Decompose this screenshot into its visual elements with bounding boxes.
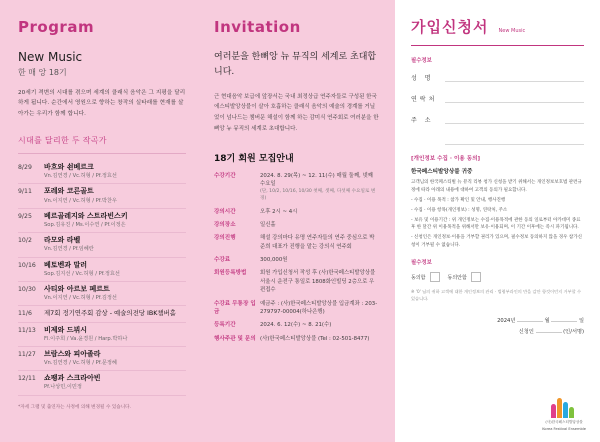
consent-recipient: 한국페스티발앙상블 귀중 (411, 169, 473, 175)
program-performers: Vn.이지연 / Vc.허형 / Pf.박찬우 (44, 197, 117, 204)
application-form-column (395, 0, 600, 442)
table-row (18, 184, 186, 208)
info-row (214, 221, 379, 229)
logo-mark-icon (551, 396, 577, 418)
info-value: 해설 강의마다 유명 연주자들의 연주 중심으로 박준희 대표가 진행을 맡는 강의식 연주회 (260, 235, 375, 250)
logo-text: (사)한국페스티발앙상블 (545, 419, 583, 424)
phone-field-label: 연락처 (411, 96, 438, 103)
organization-logo (542, 396, 586, 432)
table-row (18, 323, 186, 347)
signature-name-input[interactable] (536, 332, 562, 333)
program-name: 포레와 코른골트 (44, 187, 94, 196)
name-input[interactable] (445, 70, 584, 82)
program-date: 8/29 (18, 164, 32, 172)
invitation-body: 근 현대음악 보급에 앞장서는 국내 최정상급 연주자들로 구성된 한국에스티발앙상블이 살아 호흡하는 클래식 음악의 예술의 경계를 거닐었이 넘나드는 챔버문 해설이 함께 하는 감미식 연주회로 여러분을 한뼈앙 뉴 뮤직의 세계로 초대합니다. (214, 93, 379, 132)
phone-field-row (411, 91, 584, 103)
info-value: 회원 가입신청서 작성 후 (사)한국페스티발앙상블 서울시 운전구 통일로 1808화인빌딩 2층으로 우편접수 (260, 270, 376, 294)
info-value: 2024. 8. 29(목) ~ 12. 11(수) 매월 둘째, 넷째 수요일 (260, 172, 373, 187)
program-name: 바흐와 쇤베르크 (44, 163, 94, 172)
table-row (18, 258, 186, 282)
program-name: 브람스와 피아졸라 (44, 349, 101, 358)
program-performers: Pf.나상민,이민정 (44, 384, 82, 391)
program-name: 베르골레지와 스트라빈스키 (44, 211, 128, 220)
program-name: 베토벤과 말러 (44, 260, 88, 269)
program-date: 9/25 (18, 212, 32, 220)
table-row (18, 347, 186, 371)
address-input-line2[interactable] (445, 133, 584, 145)
program-date: 10/2 (18, 237, 32, 245)
signature-month-input[interactable] (517, 321, 543, 322)
info-label: 강의장소 (214, 221, 236, 228)
info-label: 등록기간 (214, 322, 236, 329)
info-row (214, 234, 379, 251)
program-name: 제7회 정기연주회 감상 - 예술의전당 IBK챔버홀 (44, 309, 176, 318)
program-heading: New Music (18, 50, 83, 64)
consent-required-label: 필수정보 (411, 260, 432, 266)
table-row (18, 233, 186, 257)
program-name: 라모와 라벨 (44, 236, 81, 245)
phone-input[interactable] (445, 91, 584, 103)
consent-line: - 신청인은 개인정보·이용을 거부할 권리가 있으며, 필수정보 동의하지 않을 경우 참가신청이 거부될 수 없습니다. (411, 235, 582, 249)
signature-day-label: 일 (578, 318, 584, 325)
info-value: 오후 2시 ~ 4시 (260, 208, 298, 215)
info-label: 회원등록방법 (214, 270, 247, 277)
consent-body (411, 179, 584, 250)
info-label: 강의진행 (214, 235, 236, 242)
form-title: 가입신청서 (411, 18, 489, 36)
program-name: 쇼팽과 스크라아빈 (44, 374, 101, 383)
program-date: 11/27 (18, 350, 36, 358)
program-footnote: *자세 그램 및 출연자는 사정에 의해 변경될 수 있습니다. (18, 404, 132, 410)
info-label: 강의시간 (214, 208, 236, 215)
program-performers: Vn.김연경 / Vc.허형 / Pf.문정혜 (44, 360, 117, 367)
signature-day-input[interactable] (551, 321, 577, 322)
consent-disagree-checkbox[interactable] (471, 272, 481, 282)
program-date: 11/13 (18, 326, 36, 334)
info-row (214, 269, 379, 294)
consent-line: - 수집 · 이용 항목(개인정보) : 성명, 연락처, 주소 (411, 207, 508, 213)
program-name: 비제와 드뷔시 (44, 325, 88, 334)
logo-text-en: Korea Festival Ensemble (542, 426, 586, 431)
form-divider (411, 45, 584, 46)
info-row (214, 321, 379, 329)
program-date: 11/6 (18, 310, 32, 318)
table-row (18, 282, 186, 306)
info-row (214, 256, 379, 264)
program-body: 20세기 격변의 시대를 겪으며 세계의 클래식 음악은 그 지평을 달리하게 됩니다. 순간에서 영원으로 향하는 창작의 실타래를 현재를 살아가는 우리가 함께 합니다. (18, 90, 186, 117)
table-row (18, 371, 186, 395)
signature-block (411, 316, 584, 338)
consent-line: - 수집 · 이용 목적 : 참가 확인 및 안내, 행사진행 (411, 197, 506, 203)
program-performers: Sop.김유진 / Ms.이수연 / Pf.이정은 (44, 221, 126, 228)
consent-note: ※ '0' 님의 귀하 고객에 대한 개인정보의 관리 · 법령부과인의 만을 감안 항것이던지 거부할 수 있습니다. (411, 289, 582, 301)
program-performers: Sop.김지선 / Vc.허형 / Pf.정효선 (44, 270, 120, 277)
invitation-column (200, 0, 395, 442)
table-row (18, 160, 186, 184)
signature-name-label: 신청인 (518, 329, 534, 336)
info-value: 300,000원 (260, 257, 288, 264)
program-date: 12/11 (18, 375, 36, 383)
program-performers: Vn.김연경 / Vc.허형 / Pf.정효선 (44, 173, 117, 180)
info-value: (사)한국페스티발앙상블 (Tel : 02-501-8477) (260, 335, 370, 342)
info-label: 수강료 무통장 입금 (214, 300, 256, 315)
program-performers: Vn.이지연 / Vc.허형 / Pf.김정선 (44, 295, 117, 301)
program-date: 10/30 (18, 285, 36, 293)
info-label: 수강료 (214, 257, 231, 264)
program-name: 사티와 아르보 페르트 (44, 284, 110, 293)
info-subvalue: (단, 10/2, 10/16, 10/30 첫째, 셋째, 다섯째 수요일로 변경) (260, 189, 376, 202)
info-row (214, 208, 379, 216)
signature-month-label: 월 (544, 318, 550, 325)
consent-line: 고객님의 한국페스티벌 뉴 뮤직 리뷰 청가 신청을 받기 위해서는 개인정보보호법 관련규정에 따라 아래의 내용에 대하여 고객의 동의가 필요합니다. (411, 180, 582, 193)
address-input[interactable] (445, 112, 584, 124)
program-section-title: 시대를 달리한 두 작곡가 (18, 136, 107, 146)
name-field-row (411, 70, 584, 82)
program-performers: Vn.김연경 / Pf.임혜란 (44, 246, 94, 253)
program-divider (18, 153, 186, 154)
address-field-row-2 (411, 133, 584, 145)
form-title-sub: New Music (498, 28, 526, 34)
program-title: Program (18, 18, 95, 36)
consent-disagree-label: 동의안함 (447, 274, 467, 281)
info-row (214, 335, 379, 343)
table-row (18, 306, 186, 322)
address-field-label: 주 소 (411, 117, 434, 124)
program-performers: Fl.이주희 / Va.윤경원 / Harp.박하나 (44, 335, 128, 342)
recruit-section-title: 18기 회원 모집안내 (214, 153, 294, 164)
info-label: 행사주관 및 문의 (214, 335, 256, 342)
info-value: 일신홀 (260, 221, 276, 228)
program-column (0, 0, 200, 442)
consent-agree-checkbox[interactable] (430, 272, 440, 282)
info-value: 2024. 6. 12(수) ~ 8. 21(수) (260, 322, 332, 329)
program-date: 9/11 (18, 188, 32, 196)
program-date: 10/16 (18, 261, 36, 269)
info-value: 예금주 : (사)한국페스티발앙상블 입금계좌 : 203-279797-00004(하나은행) (260, 300, 378, 315)
address-field-row (411, 112, 584, 124)
info-row (214, 300, 379, 317)
name-field-label: 성 명 (411, 75, 434, 82)
signature-year: 2024년 (497, 318, 516, 325)
required-label: 필수정보 (411, 58, 432, 64)
program-subheading: 한 매 앙 18기 (18, 68, 67, 77)
consent-title: [개인정보 수집 · 이용 동의] (411, 156, 481, 162)
info-label: 수강기간 (214, 172, 236, 179)
invitation-lead: 여러분을 한뼈앙 뉴 뮤직의 세계로 초대합니다. (214, 52, 377, 77)
table-row (18, 209, 186, 233)
consent-checkbox-row (411, 272, 584, 282)
signature-name-sub: (인/서명) (563, 329, 584, 336)
consent-line: - 보유 및 이용기간 : 위 개인정보는 수집·이용목적에 관한 동의 일로부터 아카데미 종료 후 한 달간 위 이용목적을 위해서만 보유·이용되며, 이 기간 이후에는 즉시 파기됩니다. (411, 217, 581, 231)
info-row (214, 172, 379, 203)
consent-agree-label: 동의함 (411, 274, 426, 281)
invitation-title: Invitation (214, 18, 301, 36)
